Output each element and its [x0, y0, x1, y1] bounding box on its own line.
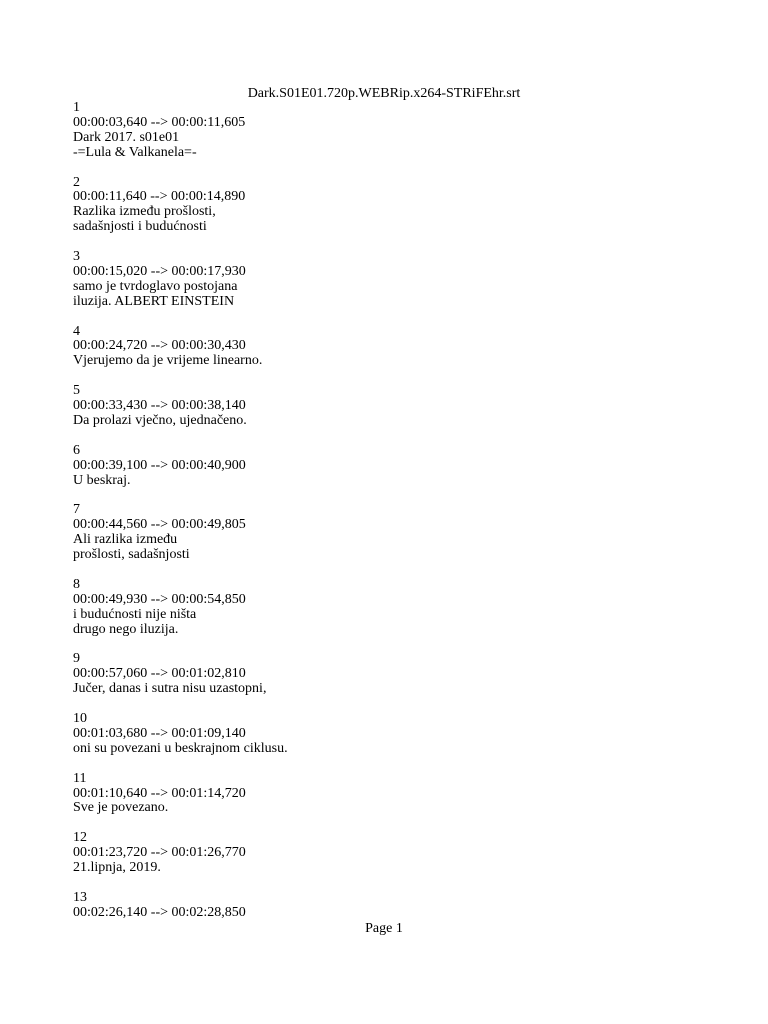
cue-text-line: oni su povezani u beskrajnom ciklusu.: [73, 740, 288, 756]
cue-text-line: -=Lula & Valkanela=-: [73, 144, 197, 160]
subtitle-cue-list: [73, 101, 713, 936]
subtitle-cue: [73, 101, 713, 161]
cue-timestamp: 00:00:39,100 --> 00:00:40,900: [73, 457, 246, 473]
cue-index: 5: [73, 383, 80, 399]
cue-text-line: Da prolazi vječno, ujednačeno.: [73, 412, 247, 428]
subtitle-cue: [73, 503, 713, 563]
cue-timestamp: 00:00:03,640 --> 00:00:11,605: [73, 114, 246, 130]
cue-index: 12: [73, 830, 87, 846]
cue-index: 1: [73, 100, 80, 115]
cue-index: 11: [73, 770, 87, 786]
subtitle-cue: [73, 578, 713, 638]
cue-index: 13: [73, 889, 87, 905]
subtitle-cue: [73, 250, 713, 310]
page-number: Page 1: [365, 921, 403, 936]
cue-text-line: iluzija. ALBERT EINSTEIN: [73, 293, 235, 309]
cue-timestamp: 00:00:57,060 --> 00:01:02,810: [73, 666, 246, 682]
cue-index: 10: [73, 711, 87, 727]
cue-text-line: Jučer, danas i sutra nisu uzastopni,: [73, 681, 267, 697]
cue-text-line: i budućnosti nije ništa: [73, 606, 197, 622]
subtitle-cue: [73, 325, 713, 370]
cue-index: 7: [73, 502, 80, 518]
subtitle-cue: [73, 384, 713, 429]
cue-text-line: Vjerujemo da je vrijeme linearno.: [73, 353, 263, 369]
cue-timestamp: 00:01:23,720 --> 00:01:26,770: [73, 845, 246, 861]
cue-text-line: Razlika između prošlosti,: [73, 204, 216, 220]
subtitle-cue: [73, 444, 713, 489]
cue-timestamp: 00:00:49,930 --> 00:00:54,850: [73, 591, 246, 607]
cue-index: 9: [73, 651, 80, 667]
document-title: Dark.S01E01.720p.WEBRip.x264-STRiFEhr.srt: [247, 86, 521, 101]
cue-text-line: Sve je povezano.: [73, 800, 169, 816]
cue-text-line: 21.lipnja, 2019.: [73, 860, 161, 876]
cue-timestamp: 00:00:44,560 --> 00:00:49,805: [73, 517, 246, 533]
cue-text-line: samo je tvrdoglavo postojana: [73, 278, 238, 294]
cue-timestamp: 00:00:24,720 --> 00:00:30,430: [73, 338, 246, 354]
cue-text-line: prošlosti, sadašnjosti: [73, 547, 190, 563]
cue-index: 4: [73, 323, 80, 339]
cue-index: 6: [73, 442, 80, 458]
cue-text-line: sadašnjosti i budućnosti: [73, 219, 207, 235]
subtitle-cue: [73, 772, 713, 817]
subtitle-cue: [73, 652, 713, 697]
cue-index: 2: [73, 174, 80, 190]
cue-text-line: Ali razlika između: [73, 532, 178, 548]
subtitle-cue: [73, 891, 713, 921]
cue-text-line: drugo nego iluzija.: [73, 621, 179, 637]
cue-timestamp: 00:00:11,640 --> 00:00:14,890: [73, 189, 246, 205]
cue-timestamp: 00:00:33,430 --> 00:00:38,140: [73, 398, 246, 414]
subtitle-cue: [73, 831, 713, 876]
subtitle-cue: [73, 176, 713, 236]
cue-index: 8: [73, 576, 80, 592]
cue-timestamp: 00:00:15,020 --> 00:00:17,930: [73, 263, 246, 279]
cue-index: 3: [73, 249, 80, 265]
cue-text-line: U beskraj.: [73, 472, 131, 488]
subtitle-cue: [73, 712, 713, 757]
cue-timestamp: 00:01:03,680 --> 00:01:09,140: [73, 725, 246, 741]
cue-timestamp: 00:02:26,140 --> 00:02:28,850: [73, 904, 246, 920]
cue-text-line: Dark 2017. s01e01: [73, 129, 180, 145]
cue-timestamp: 00:01:10,640 --> 00:01:14,720: [73, 785, 246, 801]
